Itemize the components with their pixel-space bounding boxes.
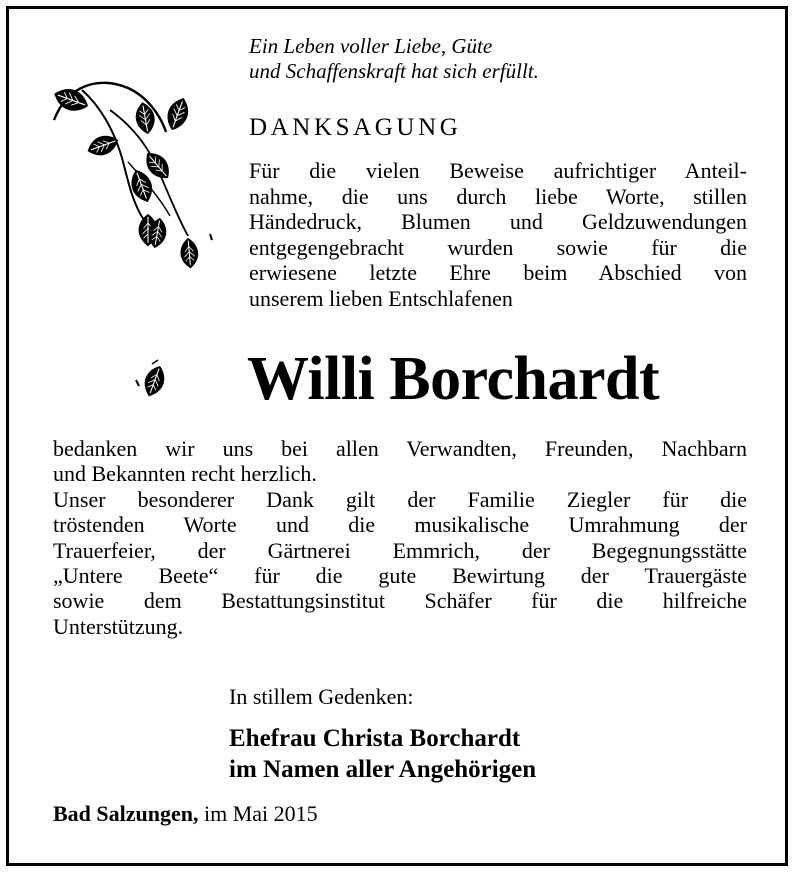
signer-line: im Namen aller Angehörigen <box>229 756 537 783</box>
body-line: und Bekannten recht herzlich. <box>53 461 317 487</box>
intro-line: Für die vielen Beweise aufrichtiger Anteil- <box>249 158 747 183</box>
intro-line: unserem lieben Entschlafenen <box>249 285 513 311</box>
intro-line: entgegengebracht wurden sowie für die <box>249 234 747 260</box>
body-line: Trauerfeier, der Gärtnerei Emmrich, der Begegnungsstätte <box>53 537 747 563</box>
intro-line: Händedruck, Blumen und Geldzuwendungen <box>249 209 747 235</box>
thanks-paragraph <box>53 436 747 639</box>
body-line: sowie dem Bestattungsinstitut Schäfer für die hilfreiche <box>53 588 747 614</box>
notice-date: im Mai 2015 <box>204 801 318 826</box>
body-line: Unser besonderer Dank gilt der Familie Ziegler für die <box>53 486 747 512</box>
birch-branch-icon <box>48 70 228 410</box>
place-date <box>53 801 318 827</box>
motto-line: Ein Leben voller Liebe, Güte <box>249 34 493 58</box>
intro-paragraph <box>249 158 747 312</box>
notice-title: DANKSAGUNG <box>249 114 462 141</box>
body-line: „Untere Beete“ für die gute Bewirtung der Trauergäste <box>53 563 747 589</box>
intro-line: erwiesene letzte Ehre beim Abschied von <box>249 260 747 286</box>
motto-line: und Schaffenskraft hat sich erfüllt. <box>249 59 539 83</box>
body-line: bedanken wir uns bei allen Verwandten, Freunden, Nachbarn <box>53 436 747 461</box>
body-line: Unterstützung. <box>53 613 184 639</box>
place-city: Bad Salzungen, <box>53 801 199 826</box>
motto <box>249 34 769 84</box>
signer-line: Ehefrau Christa Borchardt <box>229 725 521 752</box>
intro-line: nahme, die uns durch liebe Worte, stillen <box>249 183 747 209</box>
signers <box>229 723 536 785</box>
closing-phrase: In stillem Gedenken: <box>229 684 414 709</box>
body-line: tröstenden Worte und die musikalische Umrahmung der <box>53 512 747 538</box>
deceased-name: Willi Borchardt <box>247 345 660 413</box>
